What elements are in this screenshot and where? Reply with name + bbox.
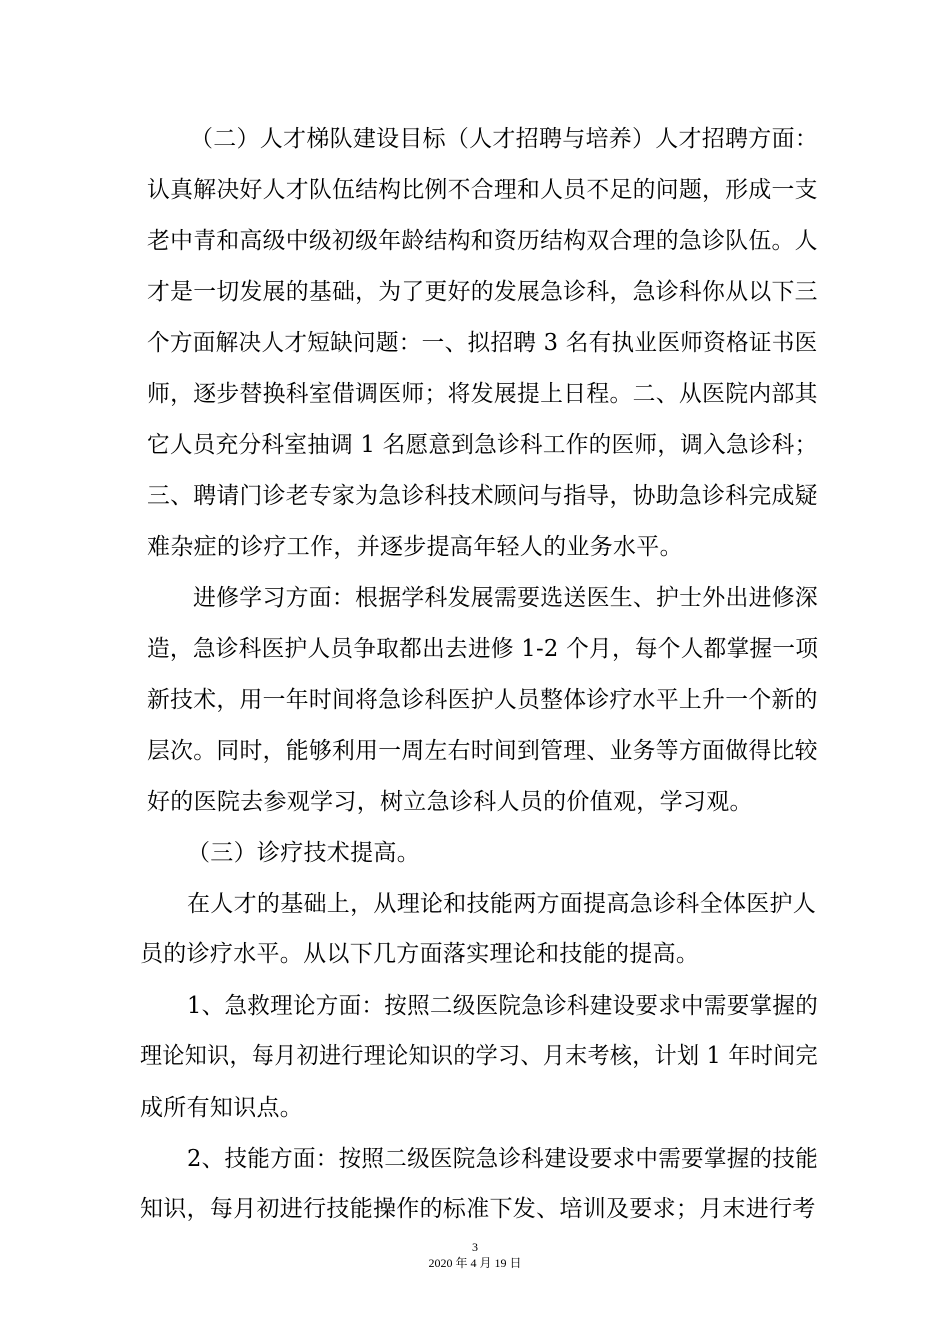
text-line: 新技术，用一年时间将急诊科医护人员整体诊疗水平上升一个新的 — [147, 687, 818, 713]
text-line: 造，急诊科医护人员争取都出去进修 1-2 个月，每个人都掌握一项 — [147, 636, 819, 662]
text-line: 好的医院去参观学习，树立急诊科人员的价值观，学习观。 — [147, 789, 753, 815]
text-line: 1、急救理论方面：按照二级医院急诊科建设要求中需要掌握的 — [187, 993, 819, 1019]
page-number: 3 — [472, 1240, 478, 1254]
text-line: 知识，每月初进行技能操作的标准下发、培训及要求；月末进行考 — [140, 1196, 816, 1222]
text-line: 才是一切发展的基础，为了更好的发展急诊科，急诊科你从以下三 — [147, 279, 818, 305]
text-line: （二）人才梯队建设目标（人才招聘与培养）人才招聘方面： — [190, 126, 819, 152]
text-line: 三、聘请门诊老专家为急诊科技术顾问与指导，协助急诊科完成疑 — [147, 483, 818, 509]
text-line: 老中青和高级中级初级年龄结构和资历结构双合理的急诊队伍。人 — [147, 228, 818, 254]
text-line: 难杂症的诊疗工作，并逐步提高年轻人的业务水平。 — [147, 534, 683, 560]
text-line: 它人员充分科室抽调 1 名愿意到急诊科工作的医师，调入急诊科； — [147, 432, 818, 458]
text-line: 认真解决好人才队伍结构比例不合理和人员不足的问题，形成一支 — [147, 177, 818, 203]
text-line: 师，逐步替换科室借调医师；将发展提上日程。二、从医院内部其 — [147, 381, 818, 407]
text-line: 层次。同时，能够利用一周左右时间到管理、业务等方面做得比较 — [147, 738, 818, 764]
section-heading: （三）诊疗技术提高。 — [187, 840, 420, 866]
text-line: 2、技能方面：按照二级医院急诊科建设要求中需要掌握的技能 — [187, 1146, 819, 1172]
text-line: 在人才的基础上，从理论和技能两方面提高急诊科全体医护人 — [187, 891, 817, 917]
footer-date: 2020 年 4 月 19 日 — [428, 1256, 522, 1270]
text-line: 理论知识，每月初进行理论知识的学习、月末考核，计划 1 年时间完 — [140, 1043, 818, 1069]
text-line: 进修学习方面：根据学科发展需要选送医生、护士外出进修深 — [193, 585, 819, 611]
text-line: 个方面解决人才短缺问题：一、拟招聘 3 名有执业医师资格证书医 — [147, 330, 818, 356]
text-line: 成所有知识点。 — [140, 1095, 304, 1121]
text-line: 员的诊疗水平。从以下几方面落实理论和技能的提高。 — [140, 941, 700, 967]
